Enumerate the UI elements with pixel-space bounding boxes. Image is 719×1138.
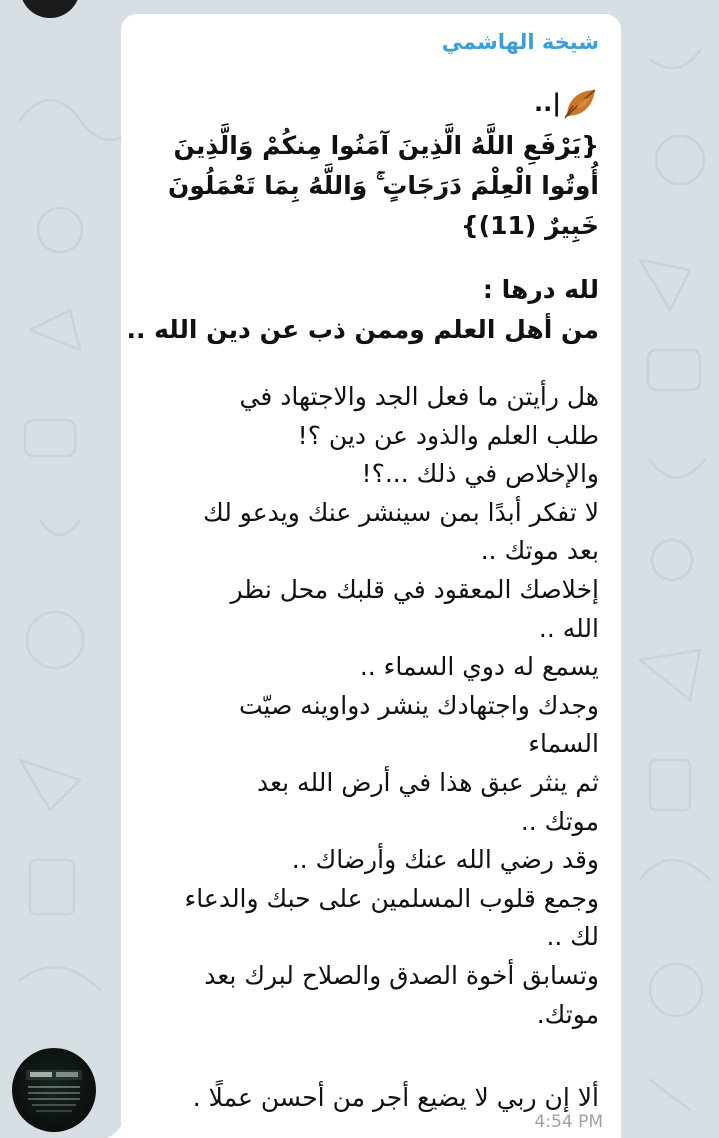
message-body	[139, 378, 599, 1034]
praise-text	[126, 270, 599, 350]
body-line: وتسابق أخوة الصدق والصلاح لبرك بعد	[204, 960, 599, 990]
fallen-leaf-icon	[563, 86, 599, 120]
verse-line: خَبِيرٌ (11)}	[460, 211, 599, 240]
praise-line: لله درها :	[482, 275, 599, 304]
body-line: بعد موتك ..	[480, 536, 599, 566]
verse-line: {يَرْفَعِ اللَّهُ الَّذِينَ آمَنُوا مِنكُمْ وَالَّذِينَ	[173, 131, 599, 160]
body-line: الله ..	[538, 613, 599, 643]
quran-verse	[139, 126, 599, 246]
body-line: وجدك واجتهادك ينشر دواوينه صيّت	[239, 690, 599, 720]
body-line: والإخلاص في ذلك ...؟!	[361, 459, 599, 489]
sender-avatar[interactable]	[12, 1048, 96, 1132]
message-timestamp: 4:54 PM	[534, 1112, 603, 1132]
body-line: ثم ينثر عبق هذا في أرض الله بعد	[256, 767, 599, 797]
body-line: لك ..	[546, 922, 599, 952]
body-line: طلب العلم والذود عن دين ؟!	[297, 420, 599, 450]
body-line: السماء	[528, 729, 599, 759]
verse-line: أُوتُوا الْعِلْمَ دَرَجَاتٍ ۚ وَاللَّهُ بِمَا تَعْمَلُونَ	[167, 171, 599, 200]
body-line: يسمع له دوي السماء ..	[359, 652, 599, 682]
body-line: موتك.	[536, 999, 599, 1029]
body-line: وجمع قلوب المسلمين على حبك والدعاء	[184, 883, 599, 913]
body-line: لا تفكر أبدًا بمن سينشر عنك ويدعو لك	[203, 497, 599, 527]
message-bubble[interactable]	[121, 14, 621, 1138]
emoji-row	[534, 86, 599, 120]
closing-line	[139, 1078, 599, 1118]
body-line: موتك ..	[520, 806, 599, 836]
body-line: إخلاصك المعقود في قلبك محل نظر	[230, 574, 599, 604]
body-line: هل رأيتن ما فعل الجد والاجتهاد في	[239, 382, 599, 411]
body-line: وقد رضي الله عنك وأرضاك ..	[291, 845, 599, 875]
profile-avatar-image	[12, 1048, 96, 1132]
emoji-separator: ..|	[534, 89, 561, 117]
sender-name[interactable]: شيخة الهاشمي	[441, 30, 599, 54]
closing-text: ألا إن ربي لا يضيع أجر من أحسن عملًا .	[192, 1083, 599, 1112]
praise-line: من أهل العلم وممن ذب عن دين الله ..	[126, 315, 599, 344]
